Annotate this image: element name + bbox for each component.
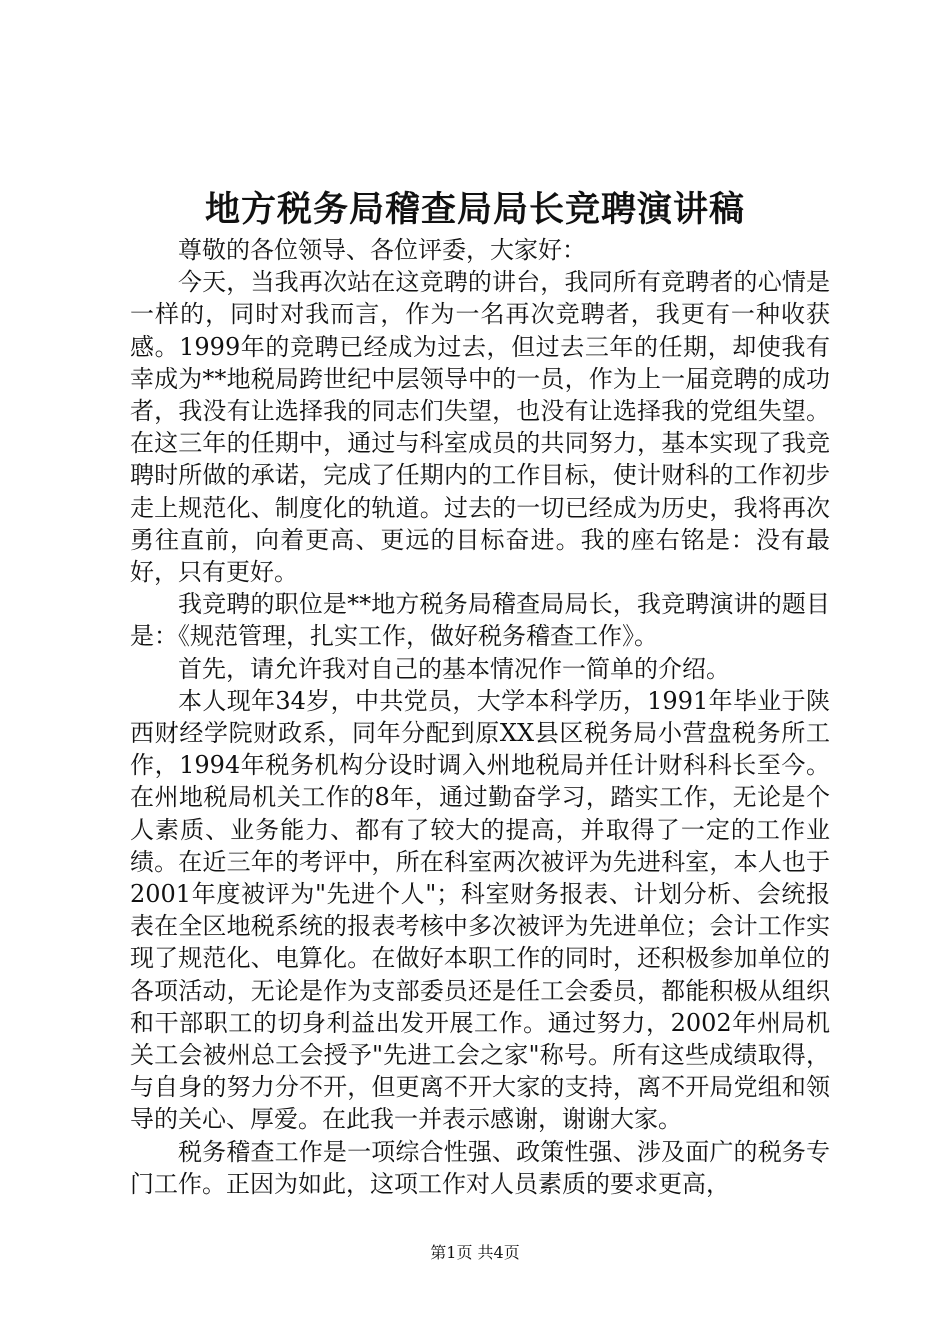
document-title: 地方税务局稽查局局长竞聘演讲稿 <box>204 190 745 230</box>
paragraph-background: 本人现年34岁，中共党员，大学本科学历，1991年毕业于陕西财经学院财政系，同年分配到原XX县区税务局小营盘税务所工作，1994年税务机构分设时调入州地税局并任计财科科长至今。在州地税局机关工作的8年，通过勤奋学习，踏实工作，无论是个人素质、业务能力、都有了较大的提高，并取得了一定的工作业绩。在近三年的考评中，所在科室两次被评为先进科室，本人也于2001年度被评为"先进个人"；科室财务报表、计划分析、会统报表在全区地税系统的报表考核中多次被评为先进单位；会计工作实现了规范化、电算化。在做好本职工作的同时，还积极参加单位的各项活动，无论是作为支部委员还是任工会委员，都能积极从组织和干部职工的切身利益出发开展工作。通过努力，2002年州局机关工会被州总工会授予"先进工会之家"称号。所有这些成绩取得，与自身的努力分不开，但更离不开大家的支持，离不开局党组和领导的关心、厚爱。在此我一并表示感谢，谢谢大家。 <box>130 686 830 1134</box>
paragraph-introduction: 今天，当我再次站在这竞聘的讲台，我同所有竞聘者的心情是一样的，同时对我而言，作为一名再次竞聘者，我更有一种收获感。1999年的竞聘已经成为过去，但过去三年的任期，却使我有幸成为**地税局跨世纪中层领导中的一员，作为上一届竞聘的成功者，我没有让选择我的同志们失望，也没有让选择我的党组失望。在这三年的任期中，通过与科室成员的共同努力，基本实现了我竞聘时所做的承诺，完成了任期内的工作目标，使计财科的工作初步走上规范化、制度化的轨道。过去的一切已经成为历史，我将再次勇往直前，向着更高、更远的目标奋进。我的座右铭是：没有最好，只有更好。 <box>130 268 830 587</box>
paragraph-greeting: 尊敬的各位领导、各位评委，大家好： <box>178 236 586 264</box>
paragraph-self-intro-lead: 首先，请允许我对自己的基本情况作一简单的介绍。 <box>178 654 730 683</box>
page-number-footer: 第1页 共4页 <box>430 1243 520 1262</box>
paragraph-tax-inspection: 税务稽查工作是一项综合性强、政策性强、涉及面广的税务专门工作。正因为如此，这项工作对人员素质的要求更高， <box>130 1137 830 1198</box>
document-body <box>130 234 830 1200</box>
paragraph-position: 我竞聘的职位是**地方税务局稽查局局长，我竞聘演讲的题目是：《规范管理，扎实工作，做好税务稽查工作》。 <box>130 590 830 651</box>
